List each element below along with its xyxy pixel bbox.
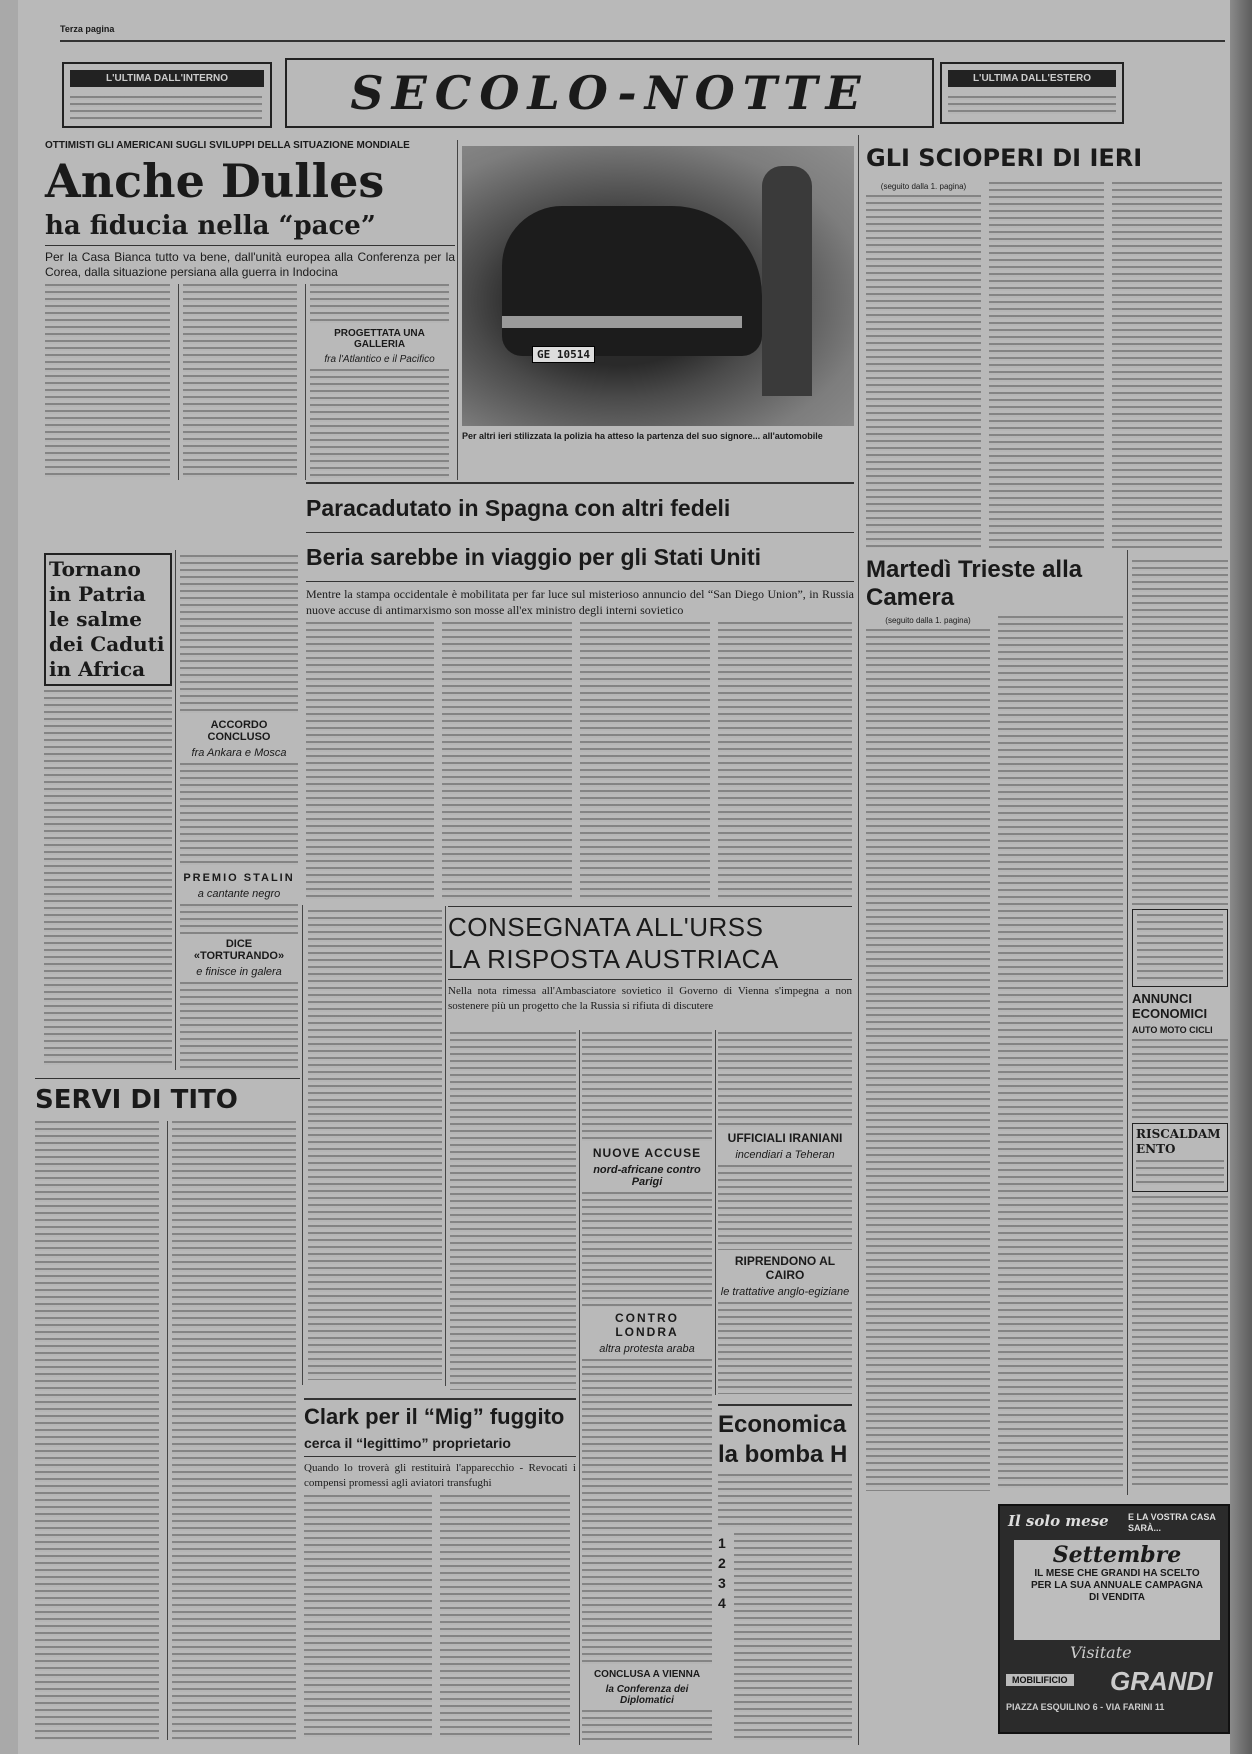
mid-brief-sub: le trattative anglo-egiziane — [720, 1286, 850, 1298]
trieste-continued: (seguito dalla 1. pagina) — [885, 616, 971, 625]
dulles-deck: Per la Casa Bianca tutto va bene, dall'unità europea alla Conferenza per la Corea, dalla situazione persiana alla guerra in Indocina — [45, 250, 455, 279]
bomba-headline-2: la bomba H — [718, 1441, 848, 1468]
tornano-headline: Tornano in Patria le salme dei Caduti in Africa — [49, 557, 165, 681]
list-number: 4 — [718, 1595, 726, 1611]
classifieds-column — [1132, 560, 1228, 1485]
mid-brief-sub: la Conferenza dei Diplomatici — [605, 1684, 689, 1706]
ad-brand: GRANDI — [1110, 1666, 1213, 1696]
classified-riscaldamento: RISCALDAMENTO — [1136, 1127, 1221, 1156]
austria-deck: Nella nota rimessa all'Ambasciatore sovietico il Governo di Vienna s'impegna a non sostenere più un progetto che la Russia si rifiuta di discutere — [448, 985, 852, 1012]
right-ear-box — [940, 62, 1124, 124]
gallery-subhead: PROGETTATA UNA GALLERIA — [334, 328, 425, 350]
dulles-headline-2: ha fiducia nella “pace” — [45, 211, 376, 241]
beria-headline-2: Beria sarebbe in viaggio per gli Stati Uniti — [306, 544, 761, 570]
car-photo — [462, 146, 854, 426]
mid-brief-title: RIPRENDONO AL CAIRO — [734, 1254, 836, 1282]
beria-headline: Paracadutato in Spagna con altri fedeli — [306, 495, 731, 521]
ad-month: Settembre — [1052, 1542, 1182, 1568]
ad-shop-label: MOBILIFICIO — [1006, 1674, 1074, 1686]
scioperi-continued: (seguito dalla 1. pagina) — [880, 182, 967, 191]
license-plate: GE 10514 — [532, 346, 595, 363]
brief-title: ACCORDO CONCLUSO — [207, 719, 271, 743]
brief-sub: e finisce in galera — [196, 966, 282, 978]
trieste-headline: Martedì Trieste alla Camera — [866, 556, 1083, 611]
trieste-article — [866, 556, 1123, 1491]
mid-brief-sub: incendiari a Teheran — [735, 1149, 835, 1161]
mobilificio-grandi-ad — [998, 1504, 1230, 1734]
clark-headline: Clark per il “Mig” fuggito — [304, 1404, 565, 1429]
masthead — [285, 58, 934, 128]
classified-auto: AUTO MOTO CICLI — [1132, 1025, 1213, 1035]
gallery-subhead-2: fra l'Atlantico e il Pacifico — [324, 354, 435, 365]
list-number: 1 — [718, 1535, 726, 1551]
mid-brief-sub: nord-africane contro Parigi — [593, 1164, 701, 1188]
bomba-headline — [718, 1410, 852, 1470]
mid-brief-title: UFFICIALI IRANIANI — [727, 1131, 843, 1145]
mid-briefs-column-2 — [718, 1032, 852, 1394]
austria-article — [448, 906, 852, 1014]
bomba-article — [718, 1404, 852, 1740]
bomba-list — [718, 1533, 730, 1740]
clark-deck: Quando lo troverà gli restituirà l'apparecchio - Revocati i compensi promessi agli aviatori transfughi — [304, 1462, 576, 1489]
clark-article — [304, 1398, 576, 1740]
beria-article — [306, 482, 854, 902]
tornano-article — [44, 553, 172, 1068]
mid-brief-title: NUOVE ACCUSE — [592, 1146, 702, 1160]
right-ear-title: L'ULTIMA DALL'ESTERO — [948, 70, 1116, 87]
left-ear-title: L'ULTIMA DALL'INTERNO — [70, 70, 264, 87]
list-number: 2 — [718, 1555, 726, 1571]
scioperi-article — [866, 138, 1226, 548]
ad-body: IL MESE CHE GRANDI HA SCELTO PER LA SUA ANNUALE CAMPAGNA DI VENDITA — [1030, 1568, 1204, 1603]
austria-headline — [448, 911, 852, 975]
austria-headline-2: LA RISPOSTA AUSTRIACA — [448, 944, 779, 974]
masthead-title: SECOLO-NOTTE — [350, 66, 869, 120]
photo-caption: Per altri ieri stilizzata la polizia ha atteso la partenza del suo signore... all'automobile — [462, 431, 823, 441]
list-number: 3 — [718, 1575, 726, 1591]
classified-header-annunci: ANNUNCI ECONOMICI — [1132, 991, 1208, 1021]
page-edge — [1230, 0, 1252, 1754]
brief-title: DICE «TORTURANDO» — [193, 938, 285, 962]
dulles-article — [45, 140, 455, 480]
ad-top: Il solo mese — [1008, 1512, 1109, 1530]
dulles-headline: Anche Dulles — [45, 154, 385, 208]
tito-article — [35, 1078, 300, 1740]
mid-brief-sub: altra protesta araba — [599, 1343, 695, 1355]
ad-top-right: E LA VOSTRA CASA SARÀ... — [1128, 1512, 1216, 1533]
brief-title: PREMIO STALIN — [183, 872, 295, 884]
tornano-box — [44, 553, 172, 686]
austria-headline-1: CONSEGNATA ALL'URSS — [448, 912, 764, 942]
tito-headline: SERVI DI TITO — [35, 1085, 238, 1115]
brief-sub: a cantante negro — [197, 888, 281, 900]
left-ear-box — [62, 62, 272, 128]
brief-sub: fra Ankara e Mosca — [191, 747, 287, 759]
beria-deck: Mentre la stampa occidentale è mobilitata per far luce sul misterioso annuncio del “San Diego Union”, in Russia nuove accuse di antimarxismo son mosse all'ex ministro degli interni sovietico — [306, 587, 854, 617]
bomba-headline-1: Economica — [718, 1411, 847, 1438]
mid-brief-title: CONCLUSA A VIENNA — [593, 1669, 701, 1680]
ad-visit: Visitate — [1070, 1643, 1132, 1662]
clark-headline-2: cerca il “legittimo” proprietario — [304, 1435, 511, 1451]
scioperi-headline: GLI SCIOPERI DI IERI — [866, 144, 1143, 172]
mid-brief-title: CONTRO LONDRA — [615, 1311, 679, 1339]
briefs-column — [180, 555, 298, 1070]
page-label: Terza pagina — [60, 24, 115, 34]
dulles-kicker: OTTIMISTI GLI AMERICANI SUGLI SVILUPPI DELLA SITUAZIONE MONDIALE — [45, 140, 410, 151]
photo-block — [462, 146, 854, 480]
mid-briefs-column — [582, 1032, 712, 1740]
ad-address: PIAZZA ESQUILINO 6 - VIA FARINI 11 — [1006, 1702, 1165, 1712]
